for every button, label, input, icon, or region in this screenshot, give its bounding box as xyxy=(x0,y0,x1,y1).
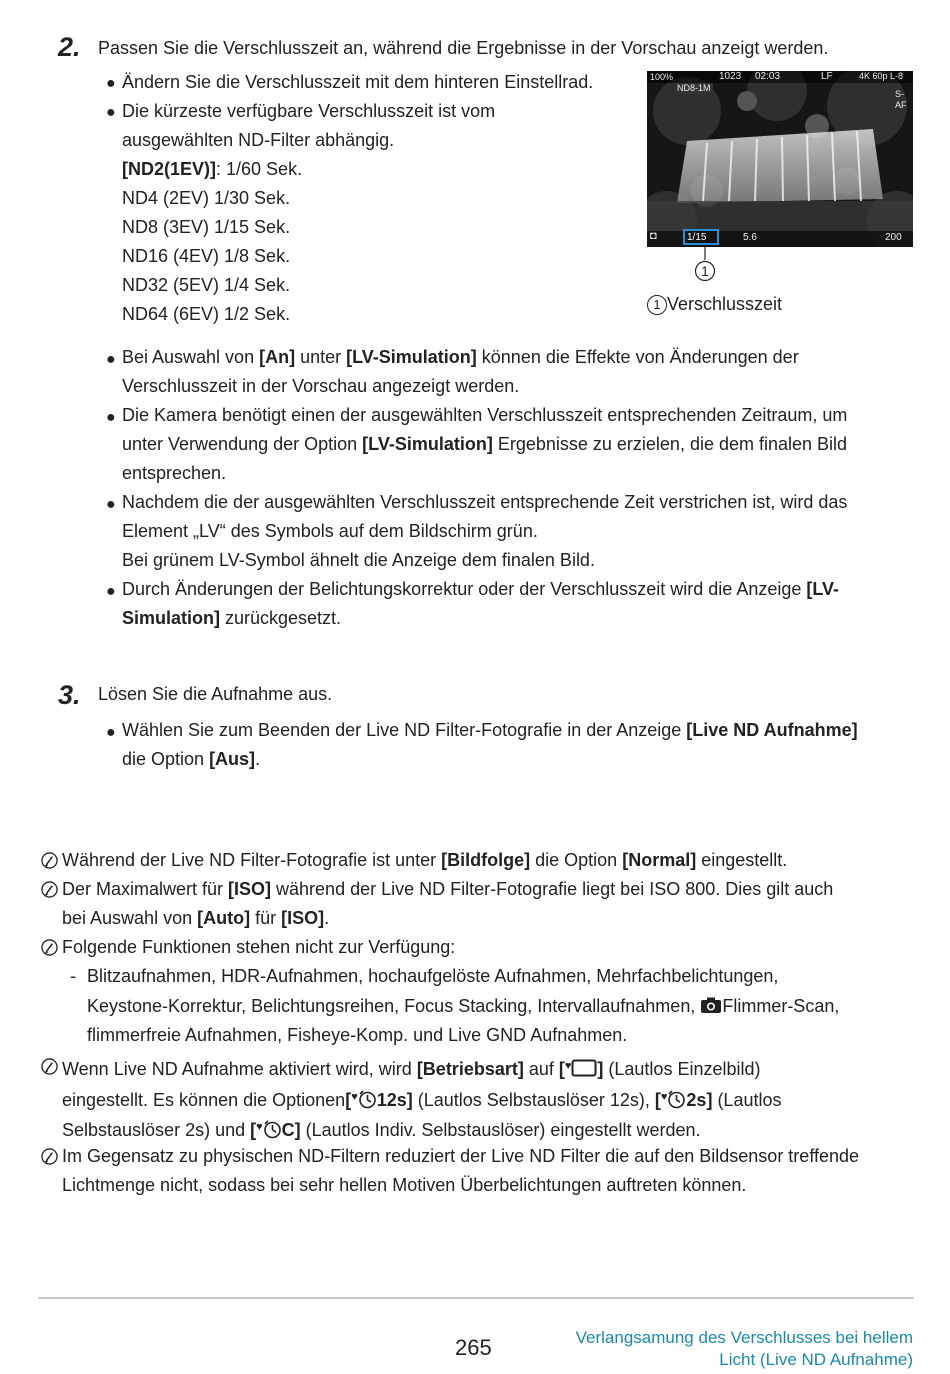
rec-time: 02:03 xyxy=(755,71,781,82)
bullet: ● xyxy=(106,724,116,741)
bullet: ● xyxy=(106,75,116,92)
bullet-text: Ändern Sie die Verschlusszeit mit dem hinteren Einstellrad. xyxy=(122,72,594,92)
bullet-text: Durch Änderungen der Belichtungskorrektur oder der Verschlusszeit wird die Anzeige [LV- xyxy=(122,579,840,599)
note-text: bei Auswahl von [Auto] für [ISO]. xyxy=(62,908,330,928)
nd-limit-row: ND16 (4EV) 1/8 Sek. xyxy=(122,246,291,266)
iso-readout: 200 xyxy=(885,232,902,243)
step-heading: Passen Sie die Verschlusszeit an, während die Ergebnisse in der Vorschau anzeigt werden. xyxy=(98,38,829,58)
bullet-text: unter Verwendung der Option [LV-Simulation] Ergebnisse zu erzielen, die dem finalen Bild xyxy=(122,434,848,454)
note-pencil-icon xyxy=(41,1148,58,1165)
self-timer-icon xyxy=(667,1090,686,1109)
bullet: ● xyxy=(106,351,116,368)
bullet: ● xyxy=(106,104,116,121)
nd-indicator: ND8-1M xyxy=(677,83,711,93)
bullet-text: Element „LV“ des Symbols auf dem Bildschirm grün. xyxy=(122,521,538,541)
nd-limit-row: ND8 (3EV) 1/15 Sek. xyxy=(122,217,291,237)
note-text: Der Maximalwert für [ISO] während der Live ND Filter-Fotografie liegt bei ISO 800. Dies gilt auch xyxy=(62,879,834,899)
list-dash: - xyxy=(70,966,76,986)
page-number: 265 xyxy=(455,1335,492,1360)
aperture-readout: 5.6 xyxy=(743,232,757,243)
bullet-text: Die Kamera benötigt einen der ausgewählten Verschlusszeit entsprechenden Zeitraum, um xyxy=(122,405,848,425)
nd-limit-row: ND32 (5EV) 1/4 Sek. xyxy=(122,275,291,295)
note-text: Selbstauslöser 2s) und [♥ C] (Lautlos Indiv. Selbstauslöser) eingestellt werden. xyxy=(62,1120,701,1140)
nd-limit-row: ND64 (6EV) 1/2 Sek. xyxy=(122,304,291,324)
caption-text: Verschlusszeit xyxy=(667,294,783,314)
nd-limit-row: ND4 (2EV) 1/30 Sek. xyxy=(122,188,291,208)
waterfall-photo xyxy=(647,71,913,247)
bullet: ● xyxy=(106,583,116,600)
caption-number: 1 xyxy=(647,295,667,315)
shots-remaining: 1023 xyxy=(719,71,742,82)
bullet-text: Simulation] zurückgesetzt. xyxy=(122,608,342,628)
bullet-text: Die kürzeste verfügbare Verschlusszeit ist vom xyxy=(122,101,496,121)
note-pencil-icon xyxy=(41,852,58,869)
af-mode: S-AF xyxy=(895,89,907,110)
bullet-text: Wählen Sie zum Beenden der Live ND Filter-Fotografie in der Anzeige [Live ND Aufnahme] xyxy=(122,720,858,740)
bullet-text: entsprechen. xyxy=(122,463,227,483)
note-pencil-icon xyxy=(41,939,58,956)
footer-title-line: Verlangsamung des Verschlusses bei hellem xyxy=(575,1328,913,1347)
camera-screen-image xyxy=(647,71,913,247)
note-text: Blitzaufnahmen, HDR-Aufnahmen, hochaufgelöste Aufnahmen, Mehrfachbelichtungen, xyxy=(87,966,779,986)
note-pencil-icon xyxy=(41,881,58,898)
footer-divider xyxy=(38,1297,914,1299)
nd-limit-row xyxy=(122,155,302,184)
camera-mode-icon: ◘ xyxy=(650,230,657,242)
note-text: eingestellt. Es können die Optionen[♥ 12s] (Lautlos Selbstauslöser 12s), [♥ 2s] (Lautlos xyxy=(62,1090,782,1110)
note-text: Lichtmenge nicht, sodass bei sehr hellen Motiven Überbelichtungen auftreten können. xyxy=(62,1175,747,1195)
bullet: ● xyxy=(106,496,116,513)
image-caption xyxy=(647,290,782,319)
bullet-text: Bei grünem LV-Symbol ähnelt die Anzeige dem finalen Bild. xyxy=(122,550,595,570)
bullet-text: Nachdem die der ausgewählten Verschlusszeit entsprechende Zeit verstrichen ist, wird das xyxy=(122,492,848,512)
self-timer-icon xyxy=(263,1120,282,1139)
shutter-speed-readout: 1/15 xyxy=(687,232,707,243)
silent-heart-icon: ♥ xyxy=(564,1060,572,1072)
nd-setting: [ND2(1EV)] xyxy=(122,159,217,179)
note-text: Im Gegensatz zu physischen ND-Filtern reduziert der Live ND Filter die auf den Bildsensor treffende xyxy=(62,1146,860,1166)
self-timer-icon xyxy=(358,1090,377,1109)
step-heading: Lösen Sie die Aufnahme aus. xyxy=(98,684,333,704)
bullet: ● xyxy=(106,409,116,426)
bullet-text: Verschlusszeit in der Vorschau angezeigt werden. xyxy=(122,376,520,396)
bullet-text: Bei Auswahl von [An] unter [LV-Simulation] können die Effekte von Änderungen der xyxy=(122,347,799,367)
bullet-text: die Option [Aus]. xyxy=(122,749,261,769)
silent-heart-icon: ♥ xyxy=(660,1091,668,1103)
battery-indicator: 100% xyxy=(650,72,674,82)
video-mode: 4K 60p L-8 xyxy=(859,71,904,81)
step-number: 2. xyxy=(58,32,81,62)
note-text: Folgende Funktionen stehen nicht zur Verfügung: xyxy=(62,937,456,957)
single-frame-icon xyxy=(571,1059,597,1077)
silent-heart-icon: ♥ xyxy=(351,1091,358,1103)
bullet-text: ausgewählten ND-Filter abhängig. xyxy=(122,130,395,150)
step-number: 3. xyxy=(58,680,81,710)
footer-title-line: Licht (Live ND Aufnahme) xyxy=(719,1350,913,1369)
nd-value: : 1/60 Sek. xyxy=(216,159,303,179)
note-text: Keystone-Korrektur, Belichtungsreihen, Focus Stacking, Intervallaufnahmen, Flimmer-Scan, xyxy=(87,996,840,1016)
note-text: flimmerfreie Aufnahmen, Fisheye-Komp. und Live GND Aufnahmen. xyxy=(87,1025,628,1045)
camera-icon xyxy=(700,997,722,1014)
quality-indicator: LF xyxy=(821,71,833,82)
note-text: Während der Live ND Filter-Fotografie ist unter [Bildfolge] die Option [Normal] eingestellt. xyxy=(62,850,788,870)
note-text: Wenn Live ND Aufnahme aktiviert wird, wird [Betriebsart] auf [♥ ] (Lautlos Einzelbild) xyxy=(62,1059,761,1079)
callout-number: 1 xyxy=(701,263,709,279)
silent-heart-icon: ♥ xyxy=(256,1121,263,1133)
footer-section-title xyxy=(576,1327,913,1371)
note-pencil-icon xyxy=(41,1058,58,1075)
